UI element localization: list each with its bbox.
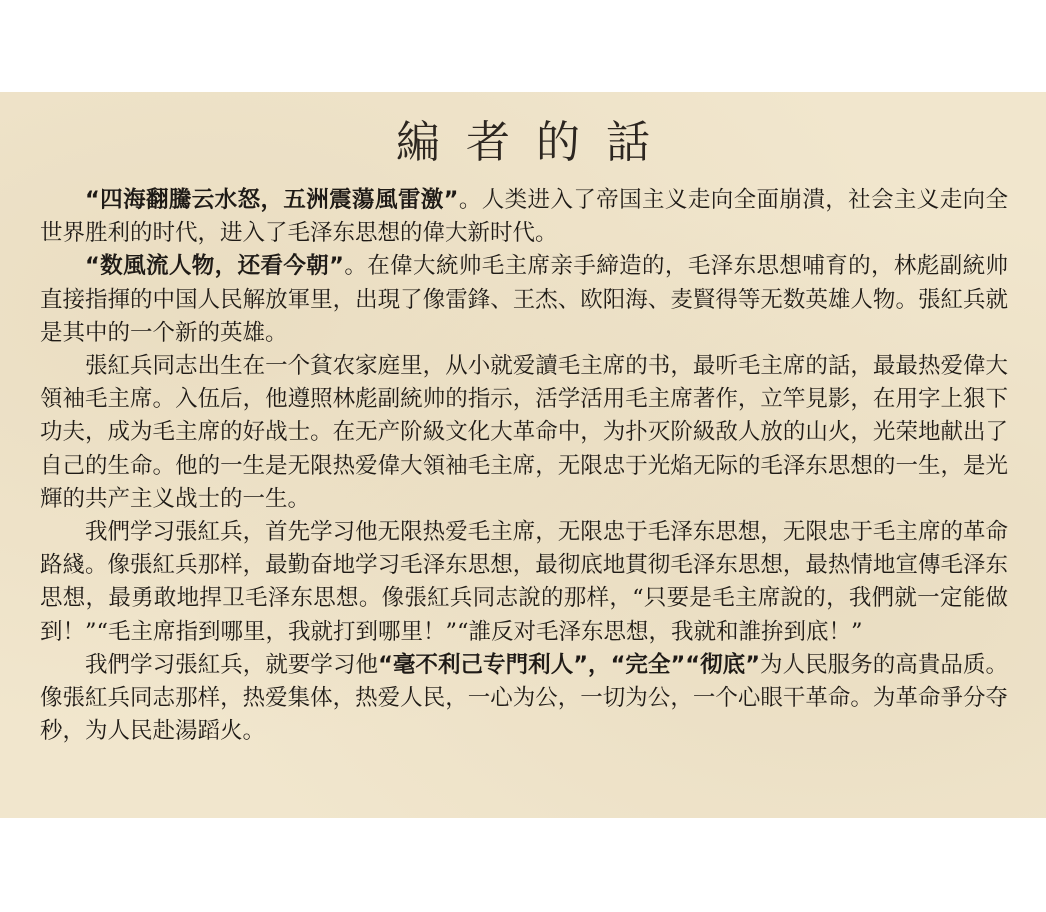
paragraph-2-quote: “数風流人物，还看今朝” [85,253,344,280]
paragraph-1-quote: “四海翻騰云水怒，五洲震蕩風雷激” [85,187,459,213]
paragraph-5-text: 为人民服务的高貴品质。像張紅兵同志那样，热爱集体，热爱人民，一心为公，一切为公，一个心眼干革命。为革命爭分夺秒，为人民赴湯蹈火。 [40,651,1008,745]
paragraph-2-text: 。在偉大統帅毛主席亲手締造的，毛泽东思想哺育的，林彪副統帅直接指揮的中国人民解放軍里，出現了像雷鋒、王杰、欧阳海、麦賢得等无数英雄人物。張紅兵就是其中的一个新的英雄。 [40,253,1008,346]
document-body [40,184,1008,748]
paragraph-5-quote: “毫不利己专門利人”，“完全”“彻底” [378,651,761,678]
paragraph-5 [40,649,1008,749]
paragraph-5-text-before: 我們学习張紅兵，就要学习他 [85,651,379,678]
document-page [0,92,1046,818]
paragraph-4-text: 我們学习張紅兵，首先学习他无限热爱毛主席，无限忠于毛泽东思想，无限忠于毛主席的革命路綫。像張紅兵那样，最勤奋地学习毛泽东思想，最彻底地貫彻毛泽东思想，最热情地宣傳毛泽东思想，最勇敢地捍卫毛泽东思想。像張紅兵同志說的那样，“只要是毛主席說的，我們就一定能做到！”“毛主席指到哪里，我就打到哪里！”“誰反对毛泽东思想，我就和誰拚到底！” [40,519,1008,645]
paragraph-1-text: 。人类进入了帝国主义走向全面崩潰，社会主义走向全世界胜利的时代，进入了毛泽东思想的偉大新时代。 [40,187,1008,247]
paragraph-3 [40,350,1008,516]
paragraph-2 [40,250,1008,350]
page-title: 編者的話 [396,117,676,168]
paragraph-4 [40,516,1008,649]
paragraph-3-text: 張紅兵同志出生在一个貧农家庭里，从小就爱讀毛主席的书，最听毛主席的話，最最热爱偉大領袖毛主席。入伍后，他遵照林彪副統帅的指示，活学活用毛主席著作，立竿見影，在用字上狠下功夫，成为毛主席的好战士。在无产阶級文化大革命中，为扑灭阶級敌人放的山火，光荣地献出了自己的生命。他的一生是无限热爱偉大領袖毛主席，无限忠于光焰无际的毛泽东思想的一生，是光輝的共产主义战士的一生。 [40,353,1008,512]
paragraph-1 [40,184,1008,250]
